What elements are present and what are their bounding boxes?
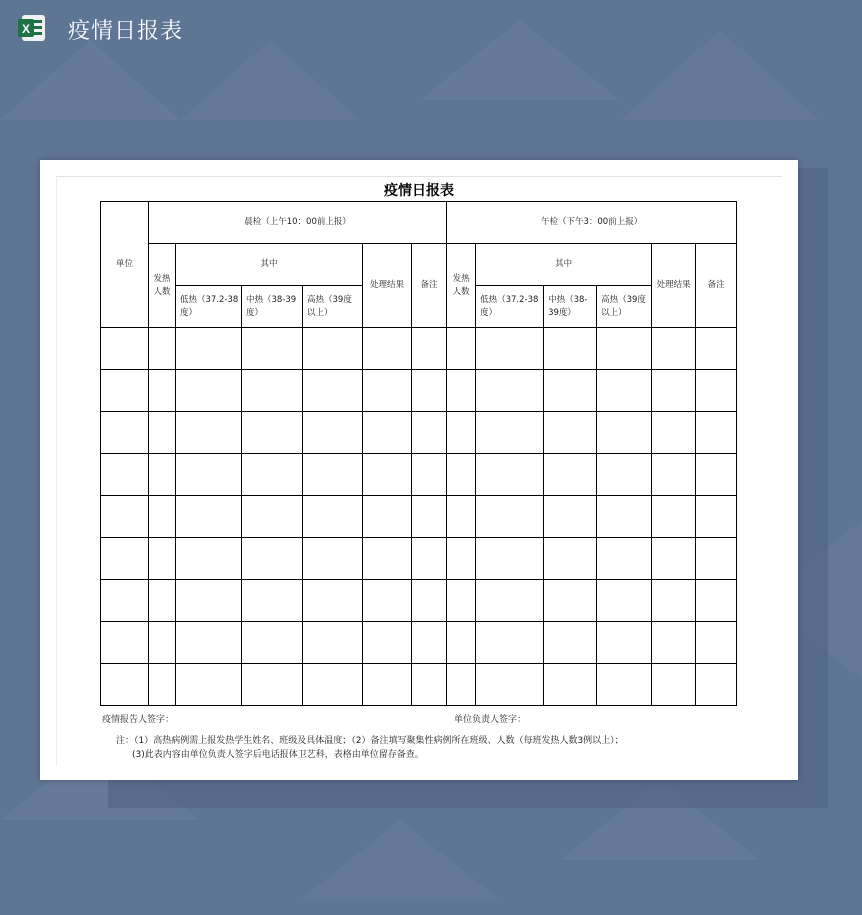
table-cell[interactable] [652,664,696,706]
table-cell[interactable] [652,496,696,538]
table-cell[interactable] [303,328,363,370]
header-row-1 [101,202,737,244]
document-title: 疫情日报表 [384,183,454,199]
table-cell[interactable] [476,412,544,454]
table-cell[interactable] [597,454,652,496]
table-row [101,538,737,580]
table-cell[interactable] [242,664,303,706]
table-cell[interactable] [696,454,737,496]
table-cell[interactable] [696,580,737,622]
table-cell[interactable] [696,412,737,454]
table-cell[interactable] [176,370,242,412]
table-cell[interactable] [303,580,363,622]
table-cell[interactable] [101,496,149,538]
noon-high-fever-header: 高热（39度以上） [597,286,652,328]
sheet-left-gridline [56,176,57,766]
table-cell[interactable] [544,328,597,370]
table-cell[interactable] [476,496,544,538]
table-row [101,664,737,706]
table-cell[interactable] [597,412,652,454]
morning-high-fever-header: 高热（39度以上） [303,286,363,328]
table-row [101,580,737,622]
table-cell[interactable] [696,664,737,706]
table-cell[interactable] [412,580,447,622]
table-cell[interactable] [652,580,696,622]
table-cell[interactable] [242,622,303,664]
table-cell[interactable] [101,370,149,412]
morning-check-header: 晨检（上午10：00前上报） [149,202,447,244]
noon-mid-fever-header: 中热（38-39度） [544,286,597,328]
table-cell[interactable] [597,580,652,622]
noon-low-fever-header: 低热（37.2-38度） [476,286,544,328]
reporter-signature-label: 疫情报告人签字： [102,715,175,725]
table-cell[interactable] [476,454,544,496]
table-cell[interactable] [544,412,597,454]
table-cell[interactable] [176,496,242,538]
noon-remark-header: 备注 [696,244,737,328]
table-cell[interactable] [696,328,737,370]
table-cell[interactable] [101,412,149,454]
table-cell[interactable] [447,454,476,496]
app-header [0,0,862,58]
morning-of-which-header: 其中 [176,244,363,286]
table-cell[interactable] [242,580,303,622]
table-cell[interactable] [176,664,242,706]
table-cell[interactable] [447,538,476,580]
table-cell[interactable] [176,538,242,580]
note-line-2: (3)此表内容由单位负责人签字后电话报体卫艺科，表格由单位留存备查。 [132,750,424,760]
table-cell[interactable] [476,622,544,664]
table-cell[interactable] [447,370,476,412]
table-cell[interactable] [412,538,447,580]
table-cell[interactable] [363,412,412,454]
table-cell[interactable] [412,328,447,370]
table-cell[interactable] [101,328,149,370]
table-cell[interactable] [652,622,696,664]
table-cell[interactable] [412,370,447,412]
table-row [101,454,737,496]
table-cell[interactable] [447,328,476,370]
table-cell[interactable] [149,580,176,622]
report-table [100,201,737,706]
table-cell[interactable] [363,622,412,664]
table-row [101,370,737,412]
table-cell[interactable] [363,454,412,496]
table-cell[interactable] [652,328,696,370]
table-cell[interactable] [476,664,544,706]
table-cell[interactable] [176,328,242,370]
table-cell[interactable] [176,622,242,664]
table-cell[interactable] [149,664,176,706]
table-cell[interactable] [447,580,476,622]
table-cell[interactable] [303,454,363,496]
table-cell[interactable] [544,454,597,496]
table-cell[interactable] [476,328,544,370]
sheet-top-gridline [56,176,782,177]
table-cell[interactable] [597,664,652,706]
table-cell[interactable] [363,538,412,580]
table-cell[interactable] [149,454,176,496]
table-cell[interactable] [652,370,696,412]
table-cell[interactable] [476,538,544,580]
table-cell[interactable] [544,538,597,580]
table-cell[interactable] [597,328,652,370]
table-cell[interactable] [101,454,149,496]
header-row-2 [101,244,737,286]
table-cell[interactable] [176,412,242,454]
noon-fever-count-header: 发热人数 [447,244,476,328]
table-cell[interactable] [412,664,447,706]
table-cell[interactable] [696,622,737,664]
table-cell[interactable] [149,370,176,412]
morning-fever-count-header: 发热人数 [149,244,176,328]
table-cell[interactable] [303,538,363,580]
table-row [101,622,737,664]
table-cell[interactable] [544,580,597,622]
noon-result-header: 处理结果 [652,244,696,328]
table-row [101,496,737,538]
morning-result-header: 处理结果 [363,244,412,328]
table-cell[interactable] [363,496,412,538]
morning-remark-header: 备注 [412,244,447,328]
table-cell[interactable] [242,370,303,412]
table-cell[interactable] [149,328,176,370]
table-cell[interactable] [242,454,303,496]
table-cell[interactable] [363,328,412,370]
table-cell[interactable] [149,496,176,538]
table-row [101,412,737,454]
morning-low-fever-header: 低热（37.2-38度） [176,286,242,328]
table-cell[interactable] [176,454,242,496]
table-cell[interactable] [303,496,363,538]
table-cell[interactable] [149,412,176,454]
table-cell[interactable] [597,622,652,664]
table-cell[interactable] [544,496,597,538]
table-cell[interactable] [476,370,544,412]
noon-of-which-header: 其中 [476,244,652,286]
table-cell[interactable] [544,370,597,412]
table-cell[interactable] [476,580,544,622]
excel-icon-letter: X [21,22,31,36]
table-cell[interactable] [149,538,176,580]
note-line-1: 注：（1）高热病例需上报发热学生姓名、班级及具体温度；（2）备注填写聚集性病例所在班级、人数（每班发热人数3例以上）； [116,736,624,746]
table-cell[interactable] [597,370,652,412]
table-cell[interactable] [242,328,303,370]
table-cell[interactable] [242,496,303,538]
app-title: 疫情日报表 [68,19,184,44]
table-cell[interactable] [303,412,363,454]
table-cell[interactable] [101,664,149,706]
table-cell[interactable] [696,538,737,580]
spreadsheet-preview [40,160,798,780]
table-cell[interactable] [447,622,476,664]
table-cell[interactable] [696,496,737,538]
table-cell[interactable] [303,622,363,664]
table-cell[interactable] [363,664,412,706]
table-cell[interactable] [597,538,652,580]
table-cell[interactable] [696,370,737,412]
table-cell[interactable] [412,454,447,496]
unit-header: 单位 [101,202,149,328]
table-cell[interactable] [544,664,597,706]
table-cell[interactable] [412,412,447,454]
table-cell[interactable] [303,370,363,412]
table-cell[interactable] [101,622,149,664]
table-cell[interactable] [242,412,303,454]
table-cell[interactable] [303,664,363,706]
morning-mid-fever-header: 中热（38-39度） [242,286,303,328]
table-cell[interactable] [652,412,696,454]
table-cell[interactable] [652,454,696,496]
table-cell[interactable] [412,622,447,664]
table-cell[interactable] [101,538,149,580]
table-cell[interactable] [176,580,242,622]
table-cell[interactable] [447,664,476,706]
table-cell[interactable] [597,496,652,538]
table-row [101,328,737,370]
table-cell[interactable] [447,496,476,538]
table-cell[interactable] [242,538,303,580]
table-cell[interactable] [652,538,696,580]
table-cell[interactable] [149,622,176,664]
excel-icon [16,12,48,44]
leader-signature-label: 单位负责人签字： [454,715,527,725]
table-cell[interactable] [363,580,412,622]
table-cell[interactable] [412,496,447,538]
table-cell[interactable] [101,580,149,622]
noon-check-header: 午检（下午3：00前上报） [447,202,737,244]
table-cell[interactable] [544,622,597,664]
table-cell[interactable] [447,412,476,454]
table-cell[interactable] [363,370,412,412]
